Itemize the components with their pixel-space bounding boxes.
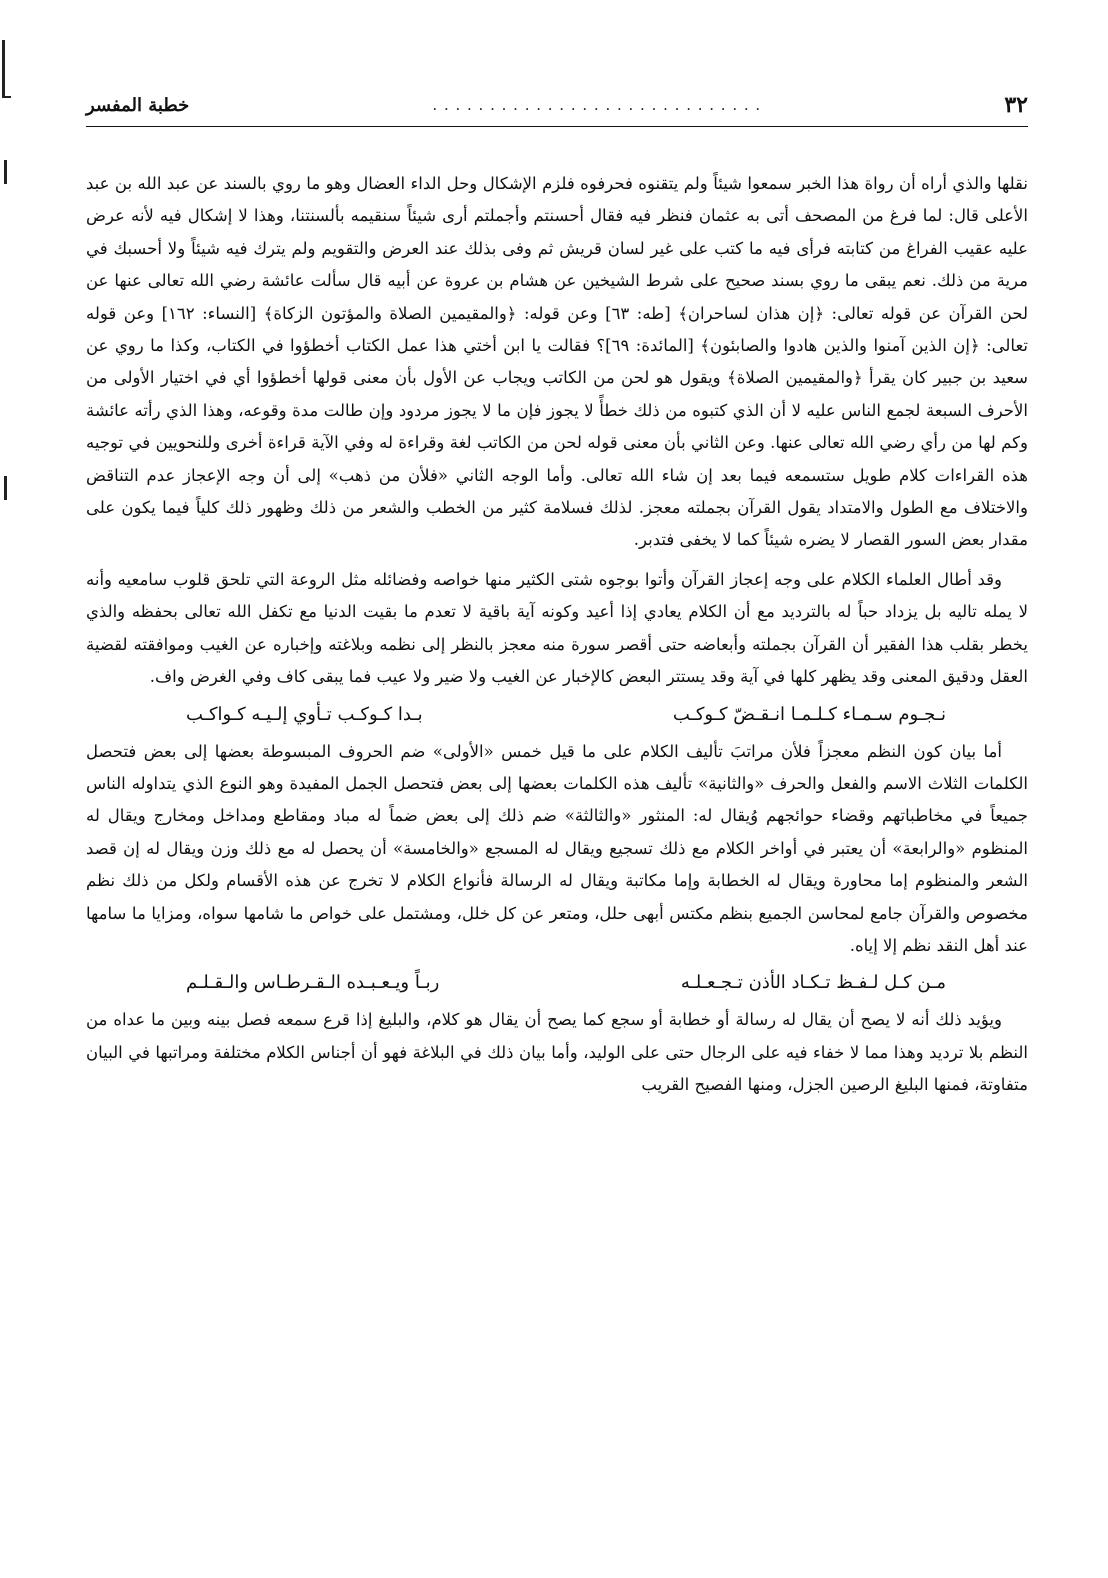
header-rule bbox=[86, 126, 1028, 127]
margin-tick bbox=[4, 476, 7, 500]
paragraph: وقد أطال العلماء الكلام على وجه إعجاز القرآن وأتوا بوجوه شتى الكثير منها خواصه وفضائله مثل الروعة التي تلحق قلوب سامعيه وأنه لا يمله تاليه بل يزداد حباً له بالترديد مع أن الكلام يعادي إذا أعيد وكونه آية باقية لا تعدم ما بقيت الدنيا مع تكفل الله تعالى بحفظه والذي يخطر بقلب هذا الفقير أن القرآن بجملته وأبعاضه حتى أقصر سورة منه معجز بالنظر إلى نظمه وبلاغته وإخباره عن الغيب وموافقته لقضية العقل ودقيق المعنى وقد يظهر كلها في آية وقد يستتر البعض كالإخبار عن الغيب ولا ضير ولا عيب فما يبقى كاف وفي الغرض واف. bbox=[86, 569, 1028, 687]
running-title: خطبة المفسر bbox=[86, 94, 190, 116]
page-number: ٣٢ bbox=[1004, 92, 1028, 118]
paragraph: نقلها والذي أراه أن رواة هذا الخبر سمعوا شيئاً ولم يتقنوه فحرفوه فلزم الإشكال وحل الداء العضال وهو ما روي بالسند عن عبد الله بن عبد الأعلى قال: لما فرغ من المصحف أتى به عثمان فنظر فيه فقال أحسنتم وأجملتم أرى شيئاً سنقيمه بألسنتنا، وهذا لا إشكال فيه لأنه عرض عليه عقيب الفراغ من كتابته فرأى فيه ما كتب على غير لسان قريش ثم وفى بذلك عند العرض والتقويم ولم يترك فيه شيئاً ولا أحسبك في مرية من ذلك. نعم يبقى ما روي بسند صحيح على شرط الشيخين عن هشام بن عروة عن أبيه قال سألت عائشة رضي الله تعالى عنها عن لحن القرآن عن قوله تعالى: ﴿إن هذان لساحران﴾ [طه: ٦٣] وعن قوله: ﴿والمقيمين الصلاة والمؤتون الزكاة﴾ [النساء: ١٦٢] وعن قوله تعالى: ﴿إن الذين آمنوا والذين هادوا والصابئون﴾ [المائدة: ٦٩]؟ فقالت يا ابن أختي هذا عمل الكتاب أخطؤوا في الكتاب، وكذا ما روي عن سعيد بن جبير كان يقرأ ﴿والمقيمين الصلاة﴾ ويقول هو لحن من الكاتب ويجاب عن الأول بأن معنى قولها أخطؤوا أي في اختيار الأولى من الأحرف السبعة لجمع الناس عليه لا أن الذي كتبوه من ذلك خطأً لا يجوز فإن ما لا يجوز مردود وإن طالت مدة وقوعه، وهذا الذي رأته عائشة وكم لها من رأي رضي الله تعالى عنها. وعن الثاني بأن معنى قوله لحن من الكاتب لغة وقراءة له وفي الآية قراءة أخرى وللنحويين في توجيه هذه القراءات كلام طويل ستسمعه فيما بعد إن شاء الله تعالى. وأما الوجه الثاني «فلأن من ذهب» إلى أن وجه الإعجاز عدم التناقض والاختلاف مع الطول والامتداد يقول القرآن بجملته معجز. لذلك فسلامة كثير من الخطب والشعر من ذلك وظهور ذلك كلياً فيما يكون على مقدار بعض السور القصار لا يضره شيئاً كما لا يخفى فتدبر. bbox=[86, 174, 1029, 550]
verse-hemistich: ربـاً ويـعـبـده الـقـرطـاس والـقـلـم bbox=[186, 972, 440, 994]
margin-tick bbox=[4, 160, 7, 184]
paragraph: أما بيان كون النظم معجزاً فلأن مراتبَ تأليف الكلام على ما قيل خمس «الأولى» ضم الحروف المبسوطة بعضها إلى بعض فتحصل الكلمات الثلاث الاسم والفعل والحرف «والثانية» تأليف هذه الكلمات بعضها إلى بعض فتحصل الجمل المفيدة وهو النوع الذي يتداوله الناس جميعاً في مخاطباتهم وقضاء حوائجهم وُيقال له: المنثور «والثالثة» ضم ذلك إلى بعض ضماً له مباد ومقاطع ومداخل ومخارج ويقال له المنظوم «والرابعة» أن يعتبر في أواخر الكلام مع ذلك تسجيع ويقال له المسجع «والخامسة» أن يحصل له مع ذلك وزن ويقال له إن قصد الشعر والمنظوم إما محاورة ويقال له الخطابة وإما مكاتبة ويقال له الرسالة فأنواع الكلام لا تخرج عن هذه الأقسام ولكل من ذلك نظم مخصوص والقرآن جامع لمحاسن الجميع بنظم مكتس أبهى حلل، ومتعر عن كل خلل، ومشتمل على خواص ما شامها سواه، ومزايا ما سامها عند أهل النقد نظم إلا إياه. bbox=[86, 741, 1028, 955]
paragraph: ويؤيد ذلك أنه لا يصح أن يقال له رسالة أو خطابة أو سجع كما يصح أن يقال هو كلام، والبليغ إذا قرع سمعه فصل بينه وبين ما عداه من النظم بلا ترديد وهذا مما لا خفاء فيه على الرجال حتى على الوليد، وأما بيان ذلك في البلاغة فهو أن أجناس الكلام مختلفة ومراتبها في البيان متفاوتة، فمنها البليغ الرصين الجزل، ومنها الفصيح القريب bbox=[86, 1010, 1028, 1095]
verse-hemistich: بـدا كـوكـب تـأوي إلـيـه كـواكـب bbox=[186, 703, 423, 725]
verse-hemistich: مـن كـل لـفـظ تـكـاد الأذن تـجـعـلـه bbox=[680, 972, 946, 994]
page-body bbox=[86, 168, 1028, 1102]
poetry-verse bbox=[186, 698, 946, 732]
verse-hemistich: نـجـوم سـمـاء كـلـمـا انـقـضّ كـوكـب bbox=[672, 703, 946, 725]
binding-edge-mark bbox=[2, 40, 11, 98]
page-header bbox=[86, 88, 1028, 122]
poetry-verse bbox=[186, 966, 946, 1000]
header-leader: . . . . . . . . . . . . . . . . . . . . . . . . . . . . . bbox=[432, 96, 762, 114]
